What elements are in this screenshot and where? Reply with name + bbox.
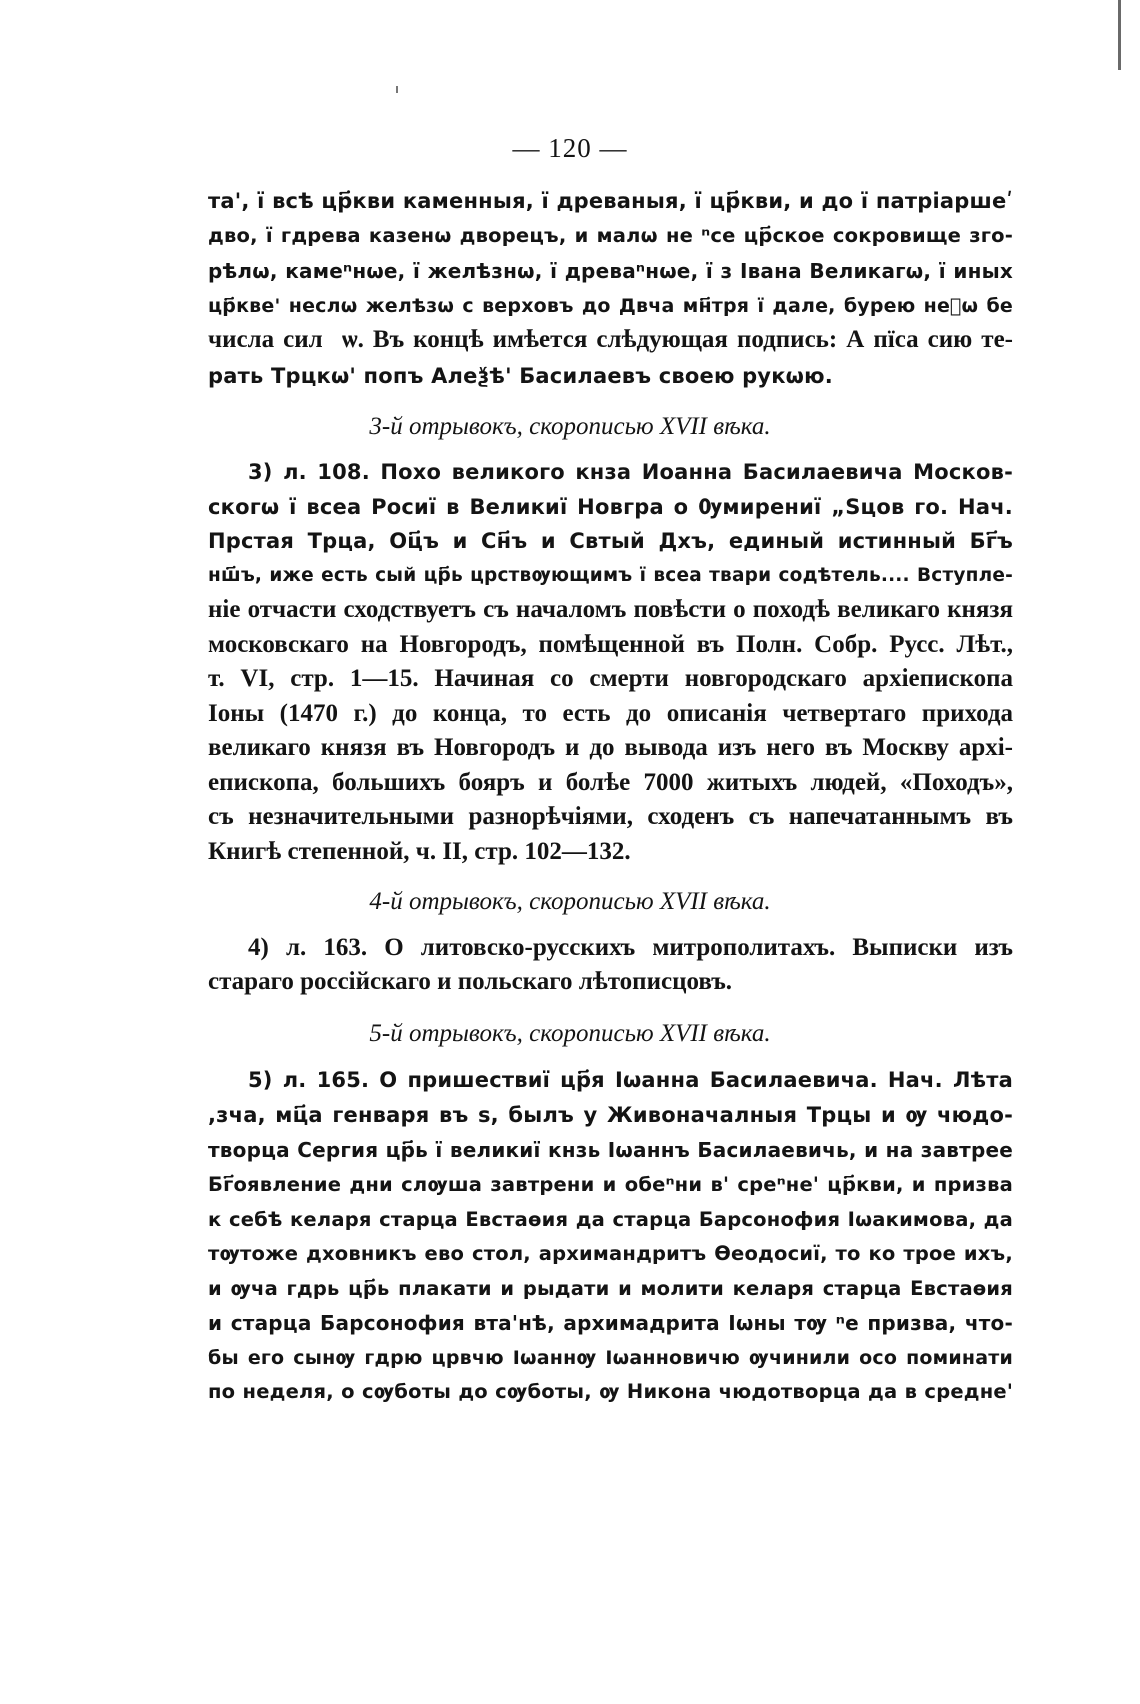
text-line: ніе отчасти сходствуетъ съ началомъ повѣсти о походѣ великаго князя [208,596,1013,623]
text-line: 5) л. 165. О пришествиї цр҃я Іѡанна Басилаевича. Нач. Лѣта [248,1068,1013,1092]
text-line: Прстая Трца, Оц҃ъ и Сн҃ъ и Свтый Дхъ, единый истинный Бг҃ъ [208,529,1013,553]
text-line: скогѡ ї всеа Росиї в Великиї Новгра о Ѹмирениї „Ѕцов го. Нач. [208,495,1013,519]
text-line: ,зча, мц҃а генваря въ ѕ, былъ у Живоначалныя Трцы и ѹ чюдо- [208,1103,1013,1127]
text-line: московскаго на Новгородъ, помѣщенной въ Полн. Собр. Русс. Лѣт., [208,631,1013,658]
text-line: числа силⷩѡ. Въ концѣ имѣется слѣдующая подпись: А пїса сию те- [208,326,1013,353]
text-line: 4) л. 163. О литовско-русскихъ митрополитахъ. Выписки изъ [248,934,1013,961]
text-line: та', ї всѣ цр҃кви каменныя, ї древаныя, ї цр҃кви, и до ї патріаршеʹ [208,189,1013,213]
text-line: Іоны (1470 г.) до конца, то есть до описанія четвертаго прихода [208,700,1013,727]
text-line: к себѣ келаря старца Евстаѳия да старца Барсонофия Іѡакимова, да [208,1208,1013,1231]
scan-edge-line [1118,0,1121,70]
text-line: и старца Барсонофия вта'нѣ, архимадрита Іѡны тѹ ⁿе призва, что- [208,1311,1013,1335]
text-line: рѣлѡ, камеⁿнѡе, ї желѣзнѡ, ї древаⁿнѡе, ї з Івана Великагѡ, ї иных [208,259,1013,283]
text-line: съ незначительными разнорѣчіями, сходенъ съ напечатаннымъ въ [208,803,1013,830]
section-heading-fragment-4: 4-й отрывокъ, скорописью XVII вѣка. [369,888,771,915]
text-line: Книгѣ степенной, ч. II, стр. 102—132. [208,838,631,865]
text-line: стараго россійскаго и польскаго лѣтописцовъ. [208,968,733,995]
text-line: творца Сергия цр҃ь ї великиї кнзь Іѡаннъ Басилаевичь, и на завтрее [208,1138,1013,1162]
text-line: дво, ї гдрева казенѡ дворецъ, и малѡ не ⁿсе цр҃ское сокровище зго- [208,224,1013,247]
text-line: цр҃кве' неслѡ желѣзѡ с верховъ до Двча мн҃тря ї дале, бурею неⷩѡ бе [208,295,1013,317]
text-line: епископа, большихъ бояръ и болѣе 7000 житыхъ людей, «Походъ», [208,769,1013,796]
text-line: т. VI, стр. 1—15. Начиная со смерти новгородскаго архіепископа [208,665,1013,692]
text-line: Бг҃оявление дни слѹша завтрени и обеⁿни в' среⁿне' цр҃кви, и призва [208,1173,1013,1196]
section-heading-fragment-5: 5-й отрывокъ, скорописью XVII вѣка. [369,1020,771,1047]
text-line: и ѹча гдрь цр҃ь плакати и рыдати и молити келаря старца Евстаѳия [208,1277,1013,1300]
page-number: — 120 — [512,133,628,163]
text-line: рать Трцкѡ' попъ Алеѯѣ' Басилаевъ своею рукѡю. [208,364,833,388]
text-line: тѹтоже дховникъ ево стол, архимандритъ Ѳеодосиї, то ко трое ихъ, [208,1242,1013,1265]
text-line: великаго князя въ Новгородъ и до вывода изъ него въ Москву архі- [208,734,1013,761]
text-line: по неделя, о сѹботы до сѹботы, ѹ Никона чюдотворца да в средне' [208,1380,1013,1403]
text-line: нш҃ъ, иже есть сый цр҃ь црствѹющимъ ї всеа твари содѣтель.... Вступле- [208,565,1013,586]
text-line: бы его сынѹ гдрю црвчю Іѡаннѹ Іѡанновичю ѹчинили осо поминати [208,1347,1013,1369]
scan-speck [396,86,398,93]
text-line: 3) л. 108. Похо великого кнза Иоанна Басилаевича Москов- [248,460,1013,484]
section-heading-fragment-3: 3-й отрывокъ, скорописью XVII вѣка. [369,413,771,440]
